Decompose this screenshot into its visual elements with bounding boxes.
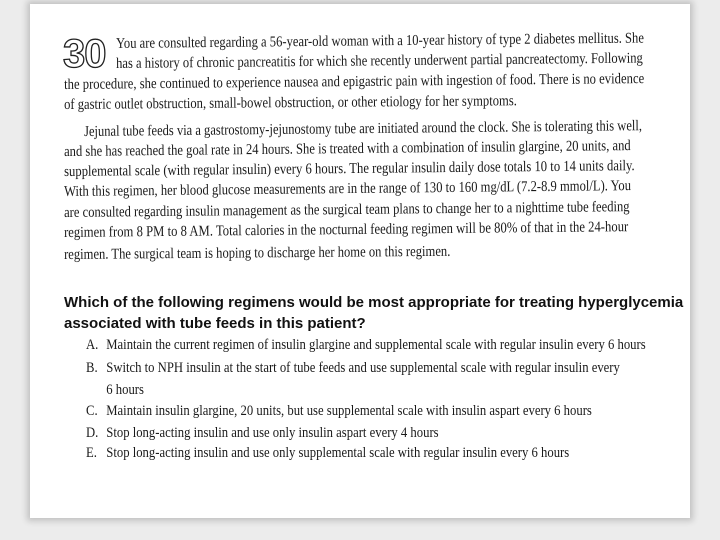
case-line: are consulted regarding insulin management as the surgical team plans to change her to a nighttime tube feeding xyxy=(63,199,630,221)
case-line: With this regimen, her blood glucose measurements are in the range of 130 to 160 mg/dL (7.2-8.9 mmol/L). You xyxy=(63,178,632,200)
option-c[interactable] xyxy=(86,404,592,419)
question-line: associated with tube feeds in this patient? xyxy=(64,315,366,332)
question-number: 30 xyxy=(63,32,106,76)
option-b-continued xyxy=(86,383,144,398)
option-d[interactable] xyxy=(86,426,439,441)
case-line: and she has reached the goal rate in 24 hours. She is treated with a combination of insulin glargine, 20 units, and xyxy=(63,138,631,160)
case-line: regimen from 8 PM to 8 AM. Total calories in the nocturnal feeding regimen will be 80% of that in the 24-hour xyxy=(63,219,629,241)
case-line: You are consulted regarding a 56-year-old woman with a 10-year history of type 2 diabetes mellitus. She xyxy=(115,30,644,52)
case-line: of gastric outlet obstruction, small-bowel obstruction, or other etiology for her symptoms. xyxy=(63,93,517,113)
question-line: Which of the following regimens would be most appropriate for treating hyperglycemia xyxy=(64,294,684,311)
option-text: 6 hours xyxy=(106,382,144,398)
option-text: Maintain the current regimen of insulin glargine and supplemental scale with regular insulin every 6 hours xyxy=(106,337,646,353)
case-line: regimen. The surgical team is hoping to discharge her home on this regimen. xyxy=(63,243,451,263)
option-text: Maintain insulin glargine, 20 units, but use supplemental scale with insulin aspart every 6 hours xyxy=(106,403,592,419)
case-line: Jejunal tube feeds via a gastrostomy-jejunostomy tube are initiated around the clock. She is tolerating this well, xyxy=(83,118,643,140)
option-letter: C. xyxy=(86,403,98,419)
case-line: the procedure, she continued to experience nausea and epigastric pain with ingestion of food. There is no evidence xyxy=(63,71,645,93)
option-text: Switch to NPH insulin at the start of tube feeds and use supplemental scale with regular insulin every xyxy=(106,360,620,376)
case-line: supplemental scale (with regular insulin) every 6 hours. The regular insulin daily dose totals 10 to 14 units daily. xyxy=(63,158,635,180)
option-letter: E. xyxy=(86,445,97,461)
option-letter: B. xyxy=(86,360,98,376)
option-b[interactable] xyxy=(86,361,620,376)
option-text: Stop long-acting insulin and use only insulin aspart every 4 hours xyxy=(106,425,439,441)
option-letter: D. xyxy=(86,425,99,441)
option-a[interactable] xyxy=(86,338,646,353)
option-letter: A. xyxy=(86,337,99,353)
case-line: has a history of chronic pancreatitis for which she recently underwent partial pancreatectomy. Following xyxy=(115,50,643,72)
option-text: Stop long-acting insulin and use only supplemental scale with regular insulin every 6 hours xyxy=(106,445,570,461)
option-e[interactable] xyxy=(86,446,569,461)
